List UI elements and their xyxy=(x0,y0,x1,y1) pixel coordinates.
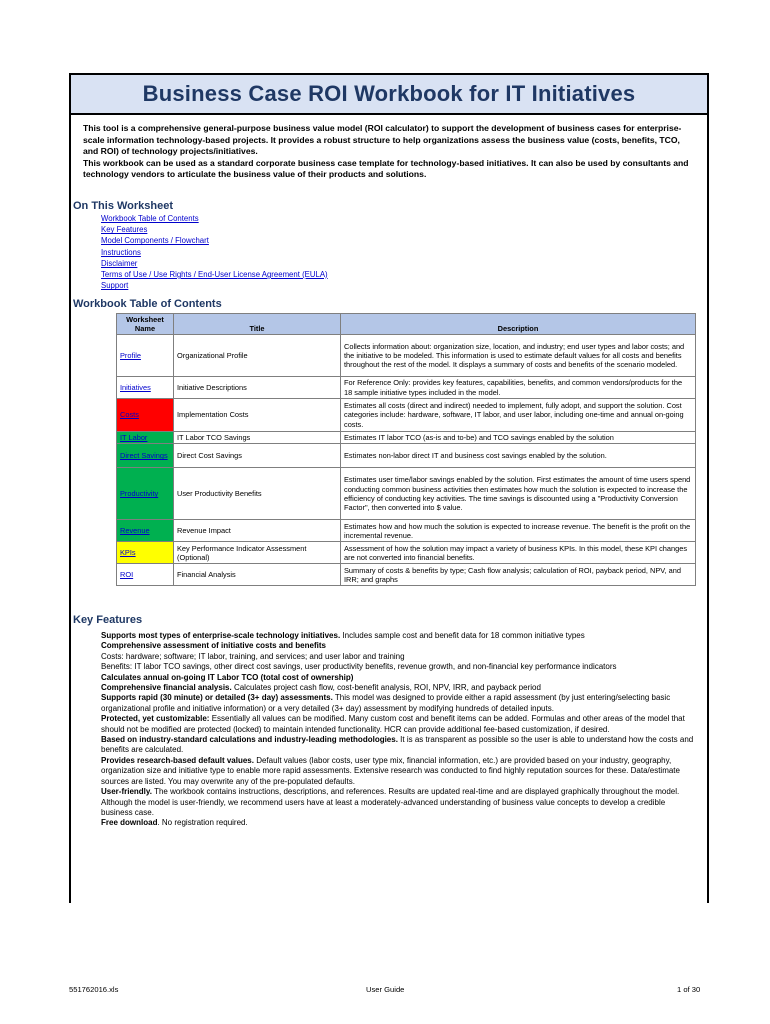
description-cell: For Reference Only: provides key features, capabilities, benefits, and common vendors/products for the 18 sample initiative types included in the model. xyxy=(341,377,696,399)
worksheet-name-cell xyxy=(117,542,174,564)
feature-text: The workbook contains instructions, descriptions, and references. Results are updated real-time and are displayed graphically throughout the model. Although the model is user-friendly, we recommend users have at least a moderately-advanced understanding of business value concepts to develop a credible business case. xyxy=(101,787,680,817)
footer-sheet-name: User Guide xyxy=(366,985,405,994)
worksheet-name-cell xyxy=(117,377,174,399)
feature-title: Protected, yet customizable: xyxy=(101,714,210,724)
feature-text: It is as transparent as possible so the user is able to understand how the costs and benefits are calculated. xyxy=(101,735,694,755)
worksheet-name-cell xyxy=(117,444,174,468)
intro-paragraph: This workbook can be used as a standard corporate business case template for technology-based initiatives. It can also be used by consultants and technology vendors to articulate the business value of their products and solutions. xyxy=(83,157,689,180)
worksheet-link[interactable]: Key Features xyxy=(101,225,148,235)
feature-title: Based on industry-standard calculations and industry-leading methodologies. xyxy=(101,735,398,745)
worksheet-link[interactable]: Workbook Table of Contents xyxy=(101,214,199,223)
feature-text: Costs: hardware; software; IT labor, training, and services; and user labor and training xyxy=(101,651,405,661)
worksheet-link[interactable]: Instructions xyxy=(101,247,141,257)
worksheet-link-profile[interactable]: Profile xyxy=(120,350,141,360)
key-features-list xyxy=(101,631,697,829)
worksheet-link[interactable]: Terms of Use / Use Rights / End-User License Agreement (EULA) xyxy=(101,270,328,280)
feature-text: Calculates project cash flow, cost-benefit analysis, ROI, NPV, IRR, and payback period xyxy=(231,683,541,693)
feature-title: Free download xyxy=(101,818,158,828)
description-cell: Estimates non-labor direct IT and business cost savings enabled by the solution. xyxy=(341,444,696,468)
table-row xyxy=(117,377,696,399)
feature-title: Comprehensive assessment of initiative costs and benefits xyxy=(101,641,326,651)
table-row xyxy=(117,468,696,520)
table-row xyxy=(117,564,696,586)
table-row xyxy=(117,542,696,564)
feature-item xyxy=(101,787,697,818)
footer-page-number: 1 of 30 xyxy=(677,985,701,994)
feature-title: Comprehensive financial analysis. xyxy=(101,683,232,693)
table-row xyxy=(117,520,696,542)
worksheet-link-costs[interactable]: Costs xyxy=(120,410,139,420)
toc-table xyxy=(116,313,696,586)
feature-item xyxy=(101,714,697,735)
table-row xyxy=(117,399,696,432)
worksheet-link[interactable]: Model Components / Flowchart xyxy=(101,236,209,246)
intro-paragraph: This tool is a comprehensive general-purpose business value model (ROI calculator) to support the development of business cases for enterprise-scale information technology-based projects. It provides a robust structure to help organizations assess the business value (costs, benefits, TCO, and ROI) of technology projects/initiatives. xyxy=(83,123,682,157)
worksheet-link[interactable]: Support xyxy=(101,281,129,291)
worksheet-name-cell xyxy=(117,399,174,432)
title-cell: Revenue Impact xyxy=(174,520,341,542)
intro-text xyxy=(83,123,693,181)
worksheet-links xyxy=(101,213,328,291)
description-cell: Estimates all costs (direct and indirect) needed to implement, fully adopt, and support the solution. Cost categories include: hardware, software, IT labor, and user labor, including one-time and annual on-going costs. xyxy=(341,399,696,432)
col-title: Title xyxy=(174,314,341,335)
feature-title: Supports rapid (30 minute) or detailed (3+ day) assessments. xyxy=(101,693,333,703)
title-cell: Organizational Profile xyxy=(174,335,341,377)
feature-item xyxy=(101,818,697,828)
toc-header-row xyxy=(117,314,696,335)
worksheet-link-roi[interactable]: ROI xyxy=(120,570,134,580)
feature-item xyxy=(101,673,697,683)
feature-item xyxy=(101,683,697,693)
title-cell: IT Labor TCO Savings xyxy=(174,432,341,444)
feature-title: User-friendly. xyxy=(101,787,152,797)
feature-item xyxy=(101,631,697,641)
on-this-worksheet-heading: On This Worksheet xyxy=(73,200,174,212)
title-cell: User Productivity Benefits xyxy=(174,468,341,520)
description-cell: Collects information about: organization size, location, and industry; end user types and labor costs; and the initiative to be modeled. This information is used to estimate default values for all costs and benefits throughout the rest of the model. It displays a summary of costs and benefits of the scenario modeled. xyxy=(341,335,696,377)
feature-text: Includes sample cost and benefit data for 18 common initiative types xyxy=(340,631,585,640)
worksheet-link-direct-savings[interactable]: Direct Savings xyxy=(120,451,168,461)
worksheet-link[interactable]: Disclaimer xyxy=(101,258,138,268)
table-row xyxy=(117,444,696,468)
col-description: Description xyxy=(341,314,696,335)
description-cell: Assessment of how the solution may impact a variety of business KPIs. In this model, these KPI changes are not converted into financial benefits. xyxy=(341,542,696,564)
worksheet-link-revenue[interactable]: Revenue xyxy=(120,526,150,536)
feature-item xyxy=(101,693,697,714)
feature-title: Supports most types of enterprise-scale technology initiatives. xyxy=(101,631,341,640)
table-row xyxy=(117,432,696,444)
title-cell: Key Performance Indicator Assessment (Optional) xyxy=(174,542,341,564)
worksheet-link-initiatives[interactable]: Initiatives xyxy=(120,382,151,392)
feature-item xyxy=(101,652,697,662)
worksheet-name-cell xyxy=(117,335,174,377)
feature-title: Provides research-based default values. xyxy=(101,755,254,765)
feature-text: . No registration required. xyxy=(157,818,248,828)
feature-item xyxy=(101,641,697,651)
feature-item xyxy=(101,662,697,672)
worksheet-name-cell xyxy=(117,520,174,542)
feature-text: This model was designed to provide either a rapid assessment (by just entering/selecting basic organizational profile and initiative information) or a very detailed (3+ day) assessment by modifying hundreds of detailed inputs. xyxy=(101,693,671,713)
feature-text: Benefits: IT labor TCO savings, other direct cost savings, user productivity benefits, revenue growth, and non-financial key performance indicators xyxy=(101,662,617,672)
feature-text: Default values (labor costs, user type mix, financial information, etc.) are provided based on your industry, geography, organization size and initiative type to enable more rapid assessments. Extensive research was conducted to find highly reputation sources for these. Data/estimate sources are listed. You may overwrite any of the pre-populated defaults. xyxy=(101,755,680,786)
toc-heading: Workbook Table of Contents xyxy=(73,298,222,310)
worksheet-link-productivity[interactable]: Productivity xyxy=(120,489,159,499)
title-cell: Direct Cost Savings xyxy=(174,444,341,468)
key-features-heading: Key Features xyxy=(73,614,143,626)
table-row xyxy=(117,335,696,377)
title-bar xyxy=(71,75,707,115)
description-cell: Estimates user time/labor savings enabled by the solution. First estimates the amount of time users spend conducting common business activities then estimates how much the solution is expected to increase the efficiency of conducting key activities. The time savings is discounted using a "Productivity Conversion Factor", then converted into $ value. xyxy=(341,468,696,520)
worksheet-name-cell xyxy=(117,564,174,586)
description-cell: Estimates how and how much the solution is expected to increase revenue. The benefit is the profit on the incremental revenue. xyxy=(341,520,696,542)
title-cell: Financial Analysis xyxy=(174,564,341,586)
feature-item xyxy=(101,735,697,756)
page-title: Business Case ROI Workbook for IT Initiatives xyxy=(142,81,636,106)
feature-title: Calculates annual on-going IT Labor TCO (total cost of ownership) xyxy=(101,672,354,682)
worksheet-name-cell xyxy=(117,432,174,444)
worksheet-link-kpis[interactable]: KPIs xyxy=(120,548,136,558)
feature-item xyxy=(101,756,697,787)
title-cell: Implementation Costs xyxy=(174,399,341,432)
worksheet-link-it-labor[interactable]: IT Labor xyxy=(120,433,148,442)
description-cell: Estimates IT labor TCO (as-is and to-be) and TCO savings enabled by the solution xyxy=(341,432,696,444)
col-worksheet-name: Worksheet Name xyxy=(117,314,174,335)
worksheet xyxy=(69,73,709,903)
description-cell: Summary of costs & benefits by type; Cash flow analysis; calculation of ROI, payback period, NPV, and IRR; and graphs xyxy=(341,564,696,586)
title-cell: Initiative Descriptions xyxy=(174,377,341,399)
worksheet-name-cell xyxy=(117,468,174,520)
footer-filename: 551762016.xls xyxy=(69,985,119,994)
feature-text: Essentially all values can be modified. Many custom cost and benefit items can be added. Formulas and other areas of the model that should not be modified are protected (locked) to maintain intended functionality. HCR can provide additional fee-based customization, if desired. xyxy=(101,714,685,734)
